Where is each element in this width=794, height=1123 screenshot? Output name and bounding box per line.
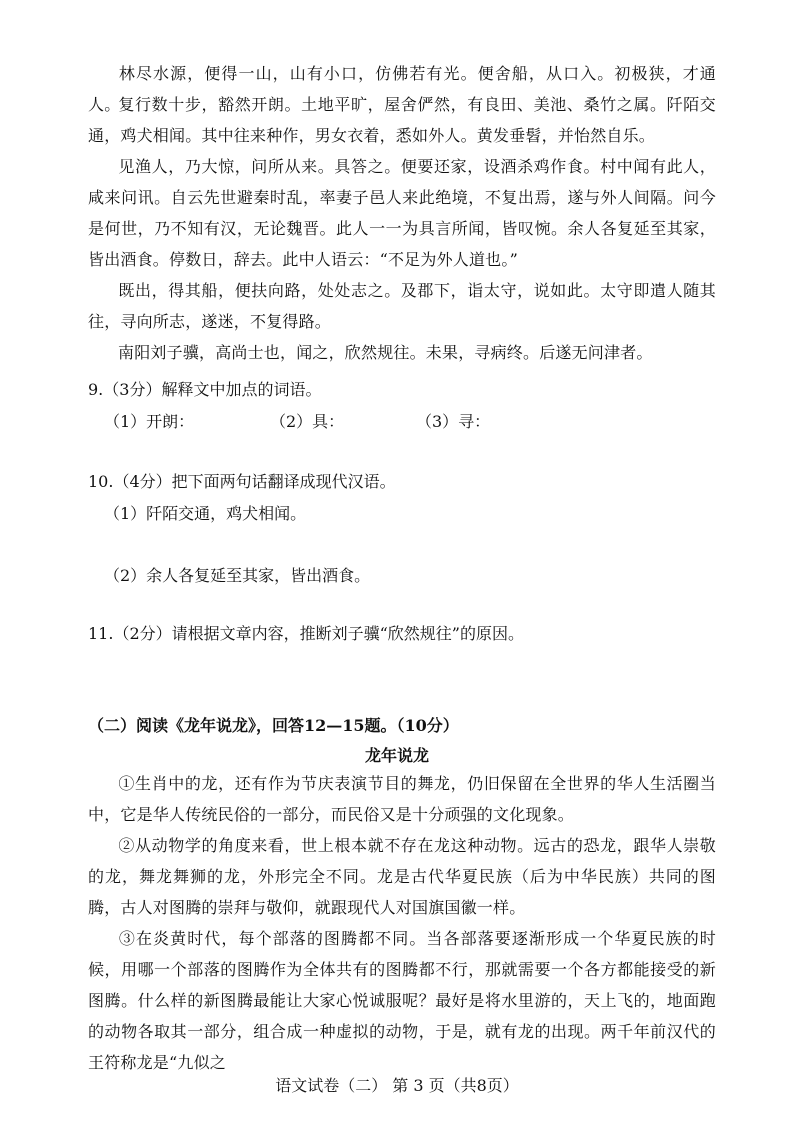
passage-paragraph-3: 见渔人，乃大惊，问所从来。具答之。便要还家，设酒杀鸡作食。村中闻有此人，咸来问讯。自云先世避秦时乱，率妻子邑人来此绝境，不复出焉，遂与外人间隔。问今是何世，乃不知有汉，无论魏晋。此人一一为具言所闻，皆叹惋。余人各复延至其家，皆出酒食。停数日，辞去。此中人语云：“不足为外人道也。”	[88, 157, 716, 269]
question-9-item-3: （3）寻：	[416, 412, 491, 431]
passage-paragraph-2: 复行数十步，豁然开朗。土地平旷，屋舍俨然，有良田、美池、桑竹之属。阡陌交通，鸡犬相闻。其中往来种作，男女衣着，悉如外人。黄发垂髫，并怡然自乐。	[88, 95, 716, 145]
question-10-item-1: （1）阡陌交通，鸡犬相闻。	[104, 504, 307, 523]
page-footer: 语文试卷（二） 第 3 页（共8页）	[275, 1076, 519, 1095]
passage-paragraph-4: 既出，得其船，便扶向路，处处志之。及郡下，诣太守，说如此。太守即遣人随其往，寻向所志，遂迷，不复得路。	[88, 281, 716, 331]
passage-paragraph-1: 林尽水源，便得一山，山有小口，仿佛若有光。便舍船，从口入。初极狭，才通人。	[88, 64, 716, 114]
passage-paragraph-5: 南阳刘子骥，高尚士也，闻之，欣然规往。未果，寻病终。后遂无问津者。	[118, 343, 653, 362]
question-9-item-1: （1）开朗：	[104, 412, 195, 431]
question-10-item-2: （2）余人各复延至其家，皆出酒食。	[104, 566, 371, 585]
question-10: 10.（4分）把下面两句话翻译成现代汉语。	[88, 472, 396, 491]
article-title: 龙年说龙	[364, 746, 429, 765]
section-2-heading: （二）阅读《龙年说龙》，回答12—15题。（10分）	[88, 716, 459, 735]
article-paragraph-1: ①生肖中的龙，还有作为节庆表演节目的舞龙，仍旧保留在全世界的华人生活圈当中，它是华人传统民俗的一部分，而民俗又是十分顽强的文化现象。	[88, 774, 716, 824]
article-paragraph-2: ②从动物学的角度来看，世上根本就不存在龙这种动物。远古的恐龙，跟华人崇敬的龙，舞龙舞狮的龙，外形完全不同。龙是古代华夏民族（后为中华民族）共同的图腾，古人对图腾的崇拜与敬仰，就跟现代人对国旗国徽一样。	[88, 836, 716, 917]
article-paragraph-3: ③在炎黄时代，每个部落的图腾都不同。当各部落要逐渐形成一个华夏民族的时候，用哪一个部落的图腾作为全体共有的图腾都不行，那就需要一个各方都能接受的新图腾。什么样的新图腾最能让大家心悦诚服呢？最好是将水里游的，天上飞的，地面跑的动物各取其一部分，组合成一种虚拟的动物，于是，就有龙的出现。两千年前汉代的王符称龙是“九似之	[88, 929, 716, 1072]
question-9-item-2: （2）具：	[270, 412, 345, 431]
question-9: 9.（3分）解释文中加点的词语。	[88, 380, 322, 399]
question-11: 11.（2分）请根据文章内容，推断刘子骥“欣然规往”的原因。	[88, 624, 524, 643]
